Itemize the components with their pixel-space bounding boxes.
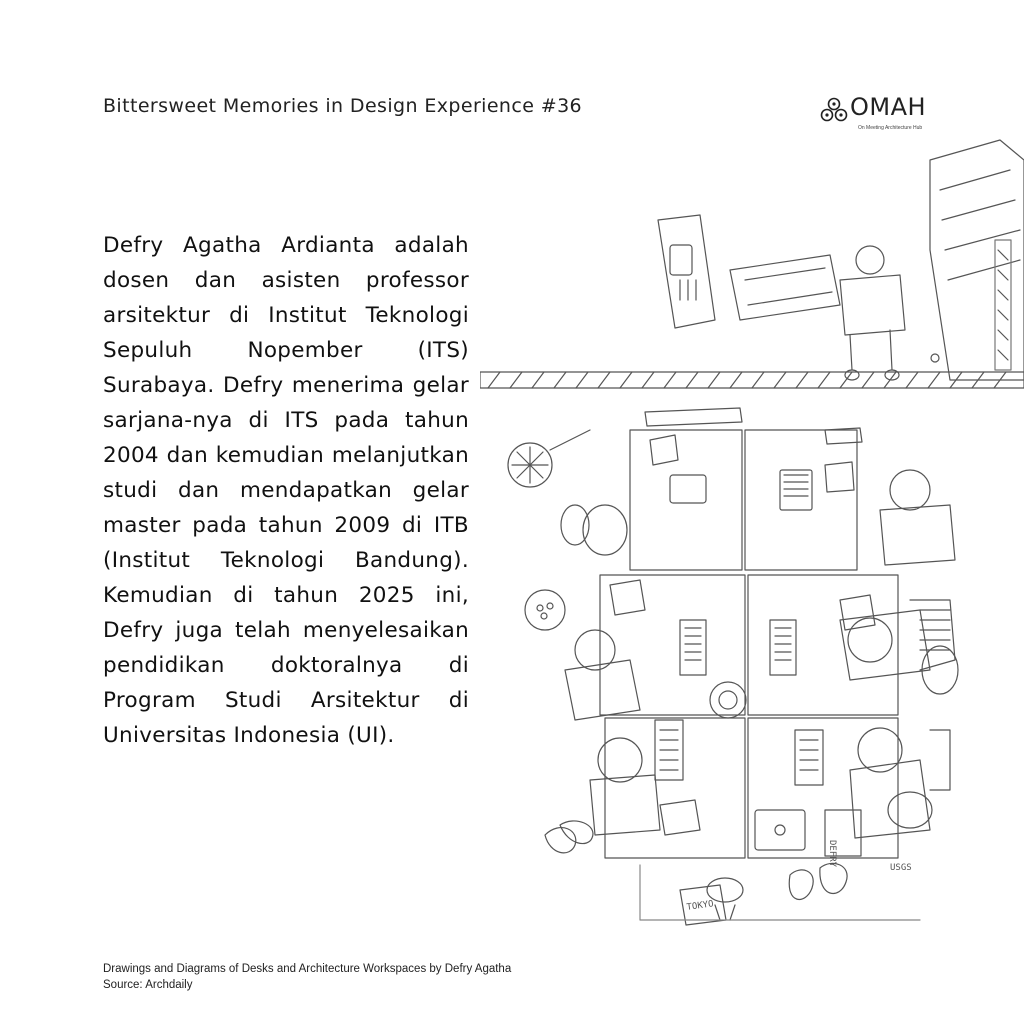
poster-label: DEFRY: [827, 840, 837, 868]
page-title: Bittersweet Memories in Design Experience #36: [103, 95, 583, 117]
note-label: USGS: [890, 863, 912, 873]
laptops: [655, 470, 823, 850]
logo-wordmark: OMAH: [850, 93, 927, 121]
book-label: TOKYO: [686, 899, 715, 913]
workspace-sketch-illustration: [480, 130, 1024, 930]
image-caption: [103, 961, 511, 993]
caption-line-source: Source: Archdaily: [103, 979, 193, 991]
omah-logo: [818, 93, 938, 133]
person-standing: [840, 246, 905, 380]
article-body: Defry Agatha Ardianta adalah dosen dan asisten professor arsitektur di Institut Teknologi Sepuluh Nopember (ITS) Surabaya. Defry menerima gelar sarjana-nya di ITS pada tahun 2004 dan kemudian melanjutkan studi dan mendapatkan gelar master pada tahun 2009 di ITB (Institut Teknologi Bandung). Kemudian di tahun 2025 ini, Defry juga telah menyelesaikan pendidikan doktoralnya di Program Studi Arsitektur di Universitas Indonesia (UI).: [103, 233, 469, 748]
logo-subtitle: On Meeting Architecture Hub: [858, 125, 923, 131]
desk-cluster: [600, 430, 898, 858]
triple-circle-logo-icon: [818, 96, 850, 124]
caption-line-credit: Drawings and Diagrams of Desks and Architecture Workspaces by Defry Agatha: [103, 963, 512, 975]
partition-wall: [480, 372, 1024, 388]
people-working: [565, 470, 955, 838]
desk-fan: [508, 430, 590, 487]
window-frame: [930, 140, 1024, 380]
floor-rug: [658, 215, 840, 328]
